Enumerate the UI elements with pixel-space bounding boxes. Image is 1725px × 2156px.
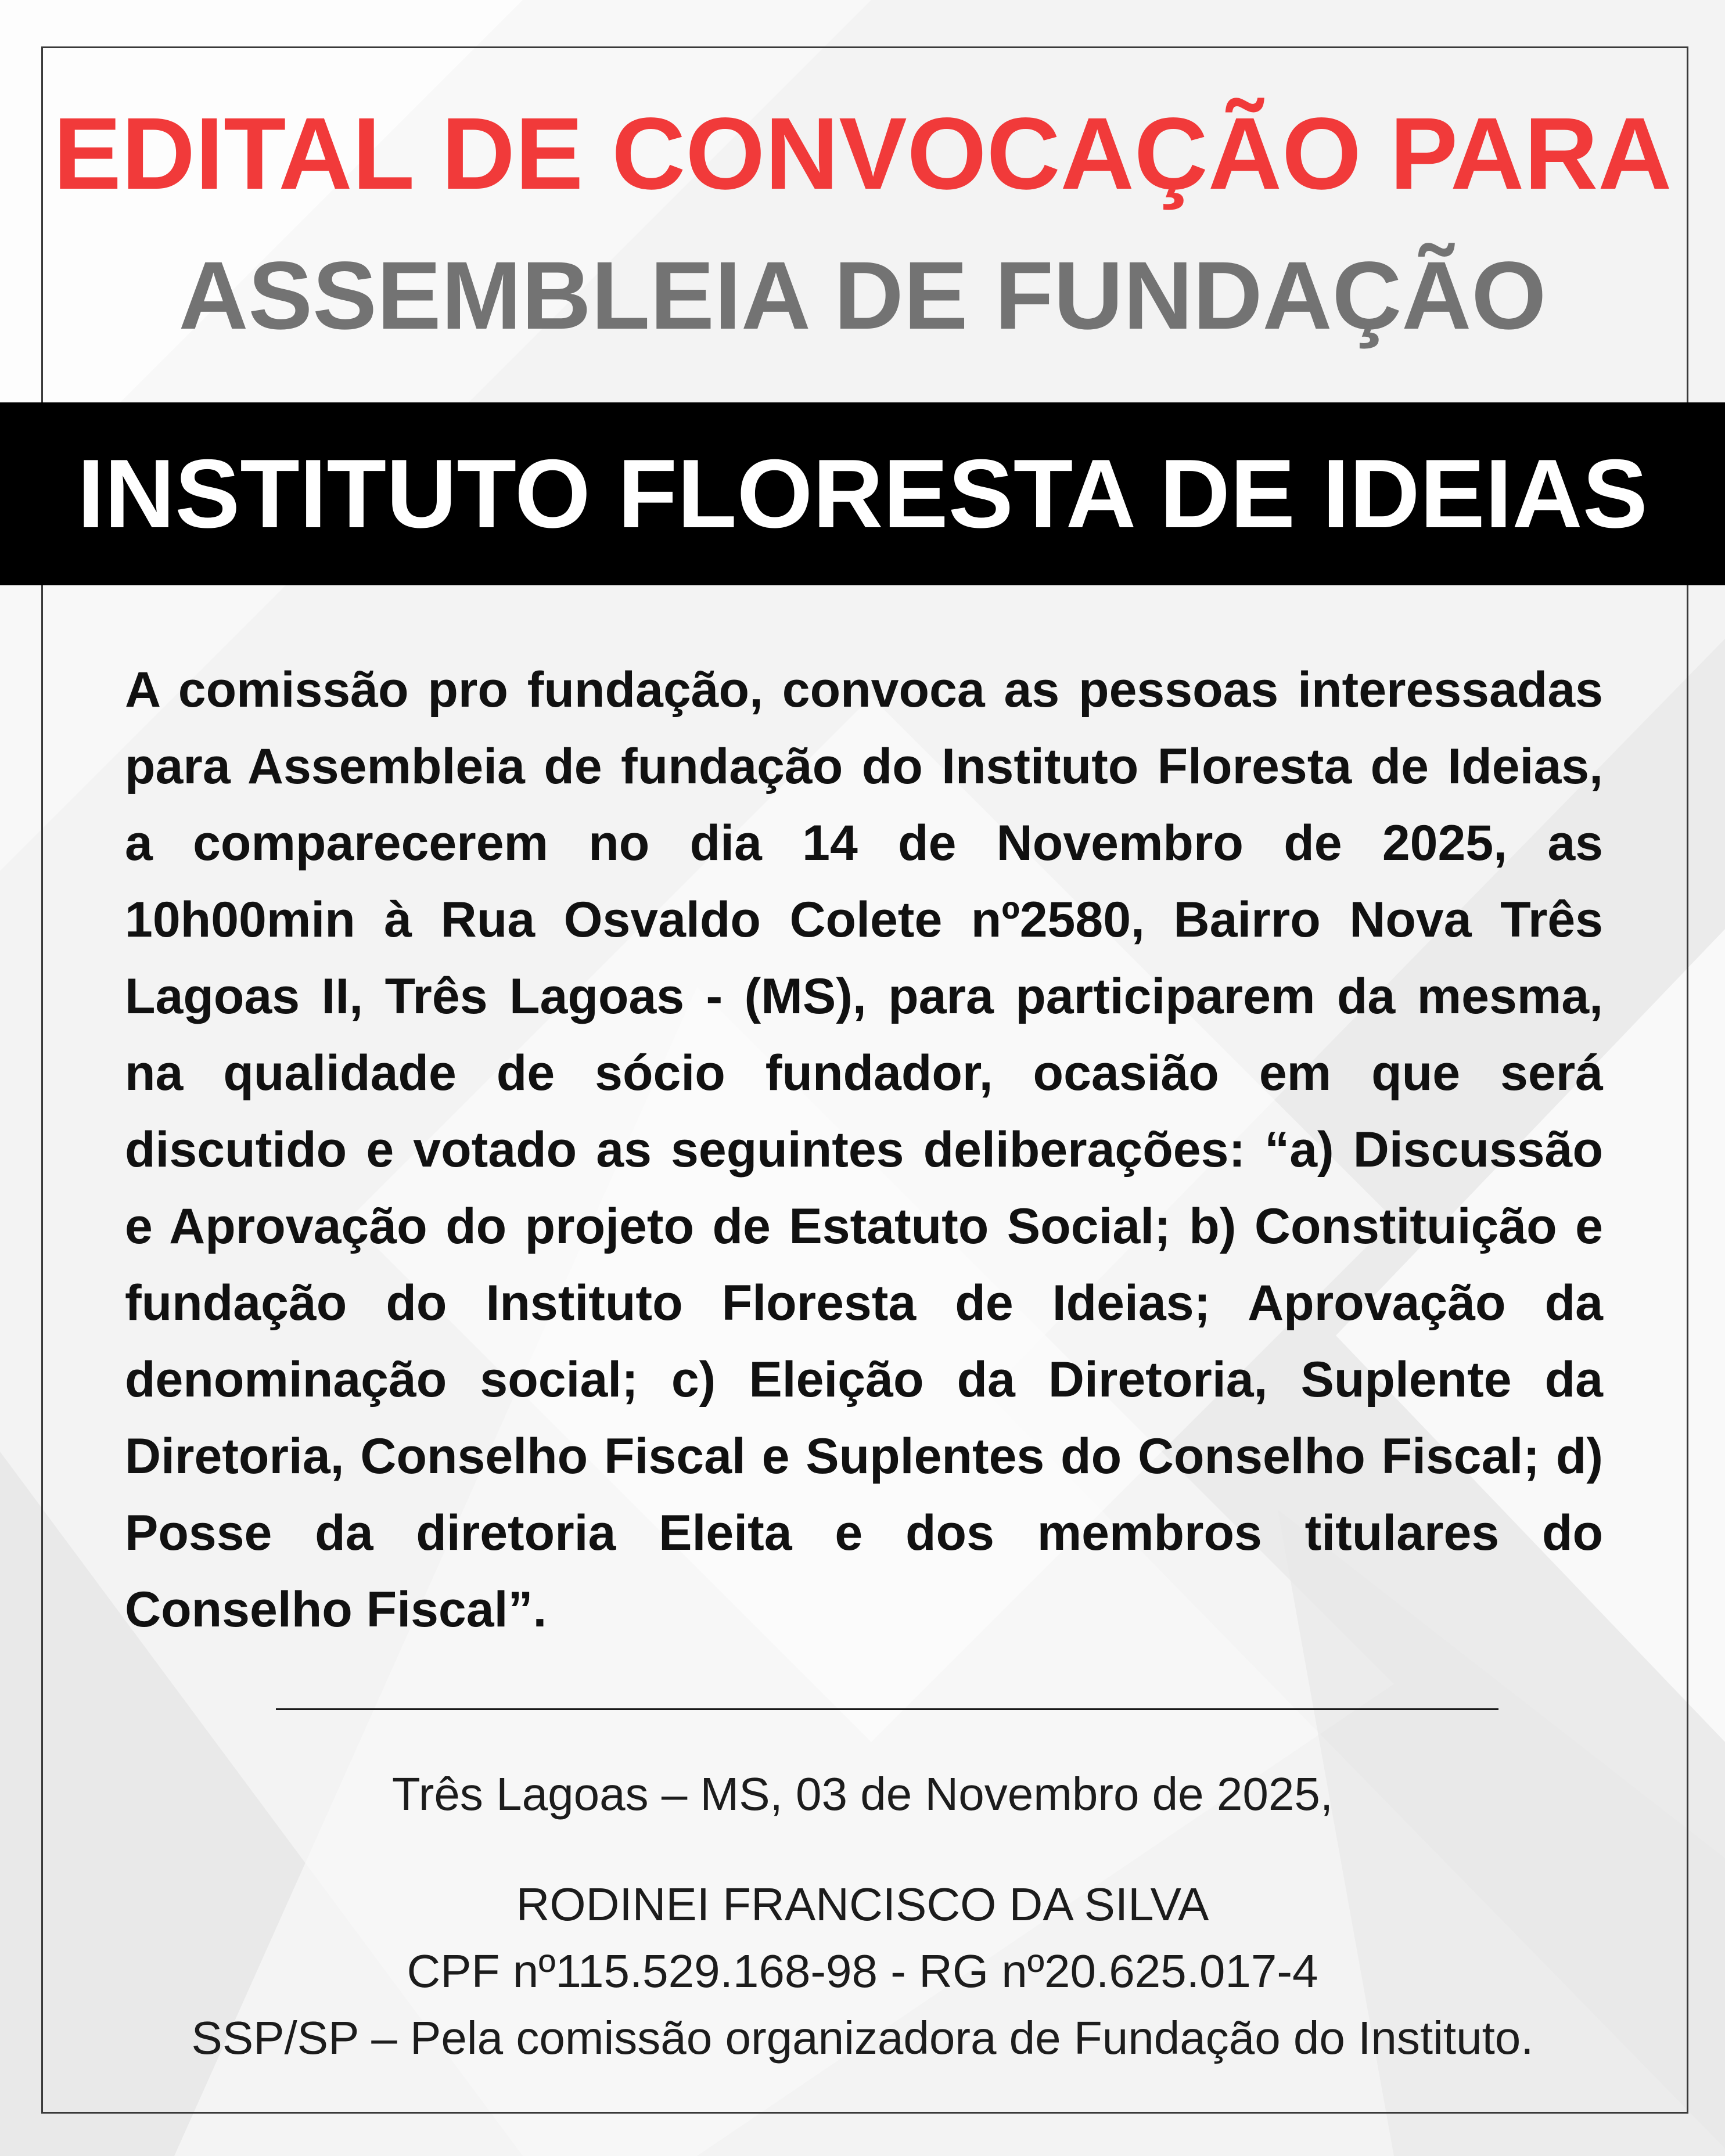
institute-name: INSTITUTO FLORESTA DE IDEIAS (77, 439, 1648, 548)
institute-banner (0, 402, 1725, 585)
place-and-date: Três Lagoas – MS, 03 de Novembro de 2025, (391, 1768, 1334, 1820)
signature-divider (276, 1708, 1498, 1710)
signatory-documents: CPF nº115.529.168-98 - RG nº20.625.017-4 (407, 1945, 1318, 1997)
signatory-role: SSP/SP – Pela comissão organizadora de Fundação do Instituto. (191, 2012, 1534, 2064)
signatory-name: RODINEI FRANCISCO DA SILVA (516, 1878, 1209, 1930)
title-line-1: EDITAL DE CONVOCAÇÃO PARA (53, 97, 1672, 211)
convocation-paragraph: A comissão pro fundação, convoca as pessoas interessadas para Assembleia de fundação do Instituto Floresta de Ideias, a comparecerem no dia 14 de Novembro de 2025, as 10h00min à Rua Osvaldo Colete nº2580, Bairro Nova Três Lagoas II, Três Lagoas - (MS), para participarem da mesma, na qualidade de sócio fundador, ocasião em que será discutido e votado as seguintes deliberações: “a) Discussão e Aprovação do projeto de Estatuto Social; b) Constituição e fundação do Instituto Floresta de Ideias; Aprovação da denominação social; c) Eleição da Diretoria, Suplente da Diretoria, Conselho Fiscal e Suplentes do Conselho Fiscal; d) Posse da diretoria Eleita e dos membros titulares do Conselho Fiscal”. (125, 662, 1603, 1637)
title-line-2: ASSEMBLEIA DE FUNDAÇÃO (178, 242, 1547, 350)
